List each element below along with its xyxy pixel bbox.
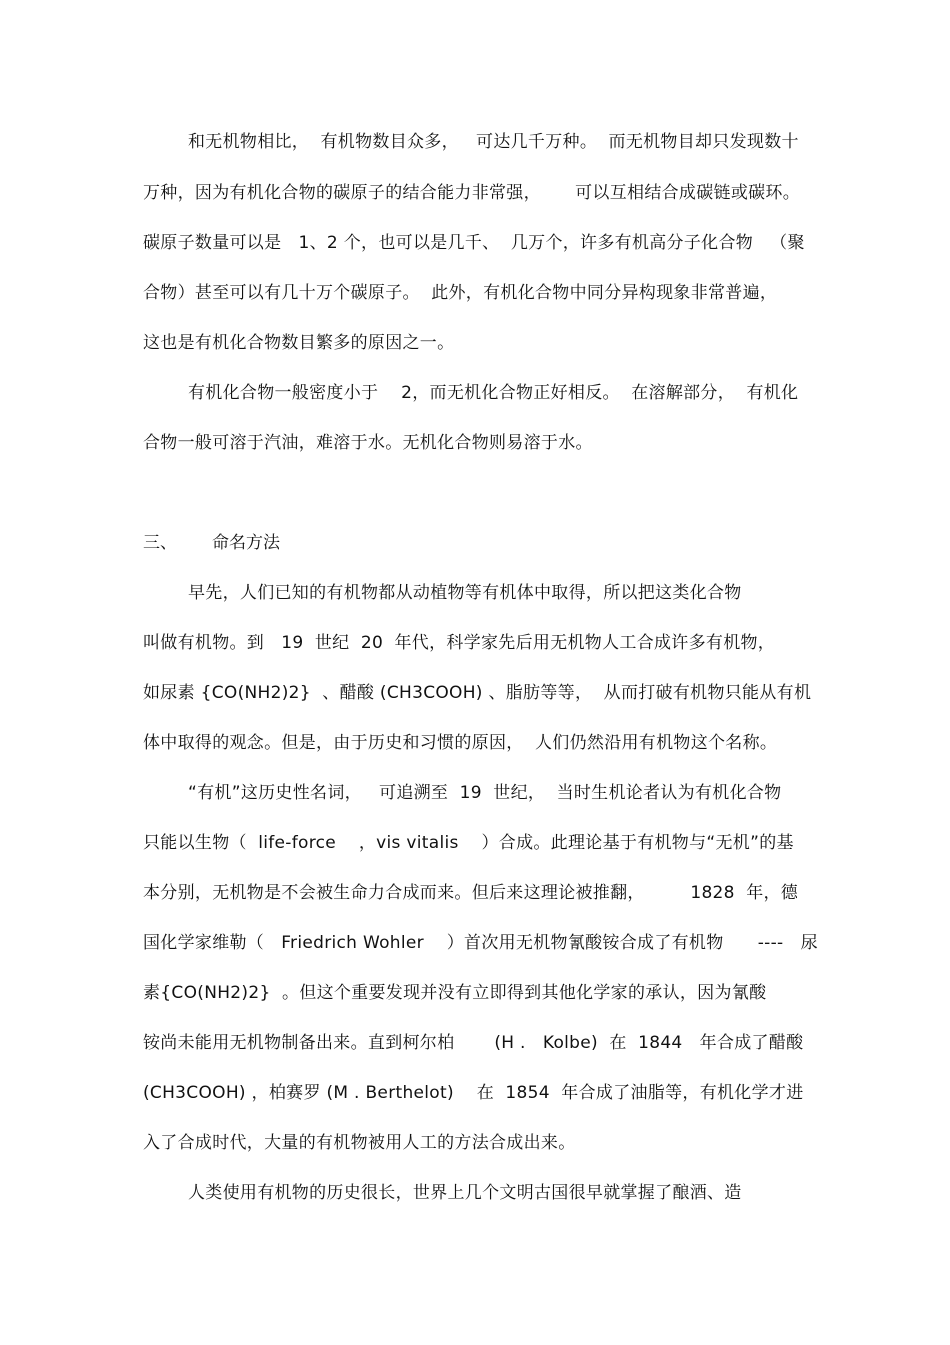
paragraph-3-line-4: 体中取得的观念。但是，由于历史和习惯的原因， 人们仍然沿用有机物这个名称。 bbox=[143, 733, 778, 753]
paragraph-2-line-1: 有机化合物一般密度小于 2，而无机化合物正好相反。 在溶解部分， 有机化 bbox=[188, 383, 799, 403]
paragraph-4-line-5: 素{CO(NH2)2} 。但这个重要发现并没有立即得到其他化学家的承认，因为氰酸 bbox=[143, 983, 767, 1003]
paragraph-1-line-4: 合物）甚至可以有几十万个碳原子。 此外，有机化合物中同分异构现象非常普遍， bbox=[143, 283, 778, 303]
paragraph-4-line-7: (CH3COOH) ，柏赛罗 (M . Berthelot) 在 1854 年合成了油脂等，有机化学才进 bbox=[143, 1083, 804, 1103]
paragraph-3-line-2: 叫做有机物。到 19 世纪 20 年代，科学家先后用无机物人工合成许多有机物， bbox=[143, 633, 776, 653]
paragraph-4-line-1: “有机”这历史性名词， 可追溯至 19 世纪， 当时生机论者认为有机化合物 bbox=[188, 783, 782, 803]
paragraph-4-line-3: 本分别，无机物是不会被生命力合成而来。但后来这理论被推翻， 1828 年，德 bbox=[143, 883, 799, 903]
section-number: 三、 bbox=[143, 533, 177, 553]
paragraph-4-line-8: 入了合成时代，大量的有机物被用人工的方法合成出来。 bbox=[143, 1133, 576, 1153]
paragraph-2-line-2: 合物一般可溶于汽油，难溶于水。无机化合物则易溶于水。 bbox=[143, 433, 593, 453]
paragraph-3-line-3: 如尿素 {CO(NH2)2} 、醋酸 (CH3COOH) 、脂肪等等， 从而打破有机物只能从有机 bbox=[143, 683, 812, 703]
section-title: 命名方法 bbox=[212, 533, 280, 553]
paragraph-4-line-4: 国化学家维勒（ Friedrich Wohler ）首次用无机物氰酸铵合成了有机物 ---- 尿 bbox=[143, 933, 818, 953]
paragraph-4-line-6: 铵尚未能用无机物制备出来。直到柯尔柏 (H . Kolbe) 在 1844 年合成了醋酸 bbox=[143, 1033, 804, 1053]
paragraph-1-line-1: 和无机物相比， 有机物数目众多， 可达几千万种。 而无机物目却只发现数十 bbox=[188, 132, 799, 152]
paragraph-3-line-1: 早先，人们已知的有机物都从动植物等有机体中取得，所以把这类化合物 bbox=[188, 583, 742, 603]
paragraph-1-line-2: 万种，因为有机化合物的碳原子的结合能力非常强， 可以互相结合成碳链或碳环。 bbox=[143, 183, 801, 203]
paragraph-5-line-1: 人类使用有机物的历史很长，世界上几个文明古国很早就掌握了酿酒、造 bbox=[188, 1183, 742, 1203]
paragraph-1-line-3: 碳原子数量可以是 1、2 个，也可以是几千、 几万个，许多有机高分子化合物 （聚 bbox=[143, 233, 805, 253]
paragraph-1-line-5: 这也是有机化合物数目繁多的原因之一。 bbox=[143, 333, 455, 353]
paragraph-4-line-2: 只能以生物（ life-force ，vis vitalis ）合成。此理论基于有机物与“无机”的基 bbox=[143, 833, 794, 853]
